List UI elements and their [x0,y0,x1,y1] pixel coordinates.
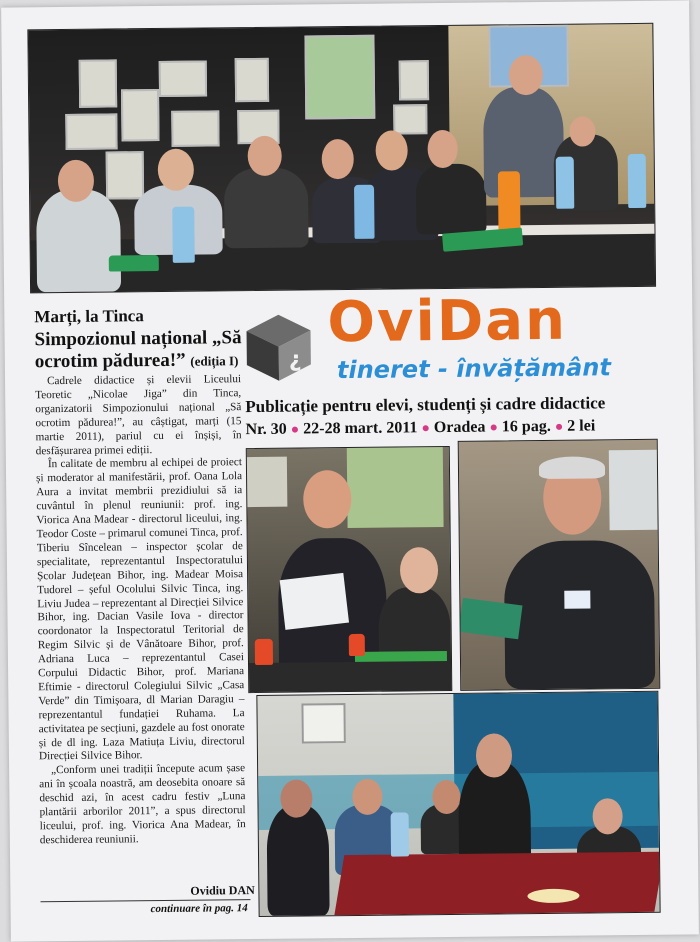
ovidan-logo-icon [242,310,315,383]
headline-edition: (ediția I) [190,353,239,369]
publication-tagline: Publicație pentru elevi, studenți și cadre didactice [245,393,606,417]
article-headline [34,327,246,374]
article-body [35,373,246,848]
photo-speaker-woman [246,446,453,693]
issue-city: Oradea [433,418,486,437]
issue-price: 2 lei [567,417,596,435]
article-author: Ovidiu DAN [190,883,255,898]
photo-speaker-man [458,439,661,691]
photo-group-hall [256,691,660,917]
issue-number: Nr. 30 [245,420,287,439]
issue-pages: 16 pag. [501,417,551,436]
issue-info: Nr. 30 ● 22-28 mart. 2011 ● Oradea ● 16 pag. ● 2 lei [245,417,596,439]
logo-subtitle: tineret - învățământ [336,353,611,385]
article-kicker: Marți, la Tinca [34,306,144,327]
photo-conference-table [27,23,656,294]
continuation-note: continuare în pag. 14 [150,902,248,916]
newspaper-page [1,0,699,941]
logo-title: OviDan [327,287,568,356]
issue-dates: 22-28 mart. 2011 [303,419,418,438]
article-paragraph: Cadrele didactice și elevii Liceului Teoretic „Nicolae Jiga” din Tinca, organizatorii Simpozionului național „Să ocrotim pădurea!”, au câștigat, marți (15 martie 2011), pariul cu ei înșiși, în desfășurarea primei ediții. [35,373,242,457]
article-paragraph: În calitate de membru al echipei de proiect și moderator al manifestării, prof. Oana Lola Aura a invitat membrii prezidiului să ia cuvântul în plenul reuniunii: prof. ing. Viorica Ana Madear - directorul liceului, ing. Teodor Coste – primarul comunei Tinca, prof. Tiberiu Sîncelean – inspector școlar de specialitate, reprezentantul Inspectoratului Școlar Județean Bihor, ing. Madear Moisa Tudorel – șeful Ocolului Silvic Tinca, ing. Liviu Judea – reprezentant al Direcției Silvice Bihor, ing. Dacian Vasile Iova - director coordonator la Inspectoratul Teritorial de Regim Silvic și de Vânătoare Bihor, prof. Adriana Luca – reprezentantul Casei Corpului Didactic Bihor, prof. Mariana Eftimie - directorul Colegiului Silvic „Casa Verde” din Timișoara, dl Marian Daragiu – reprezentantul fundației Ruhama. La activitatea pe secțiuni, gazdele au fost onorate și de dl ing. Laza Matiuța Liviu, directorul Direcției Silvice Bihor. [35,456,245,763]
headline-text: Simpozionul național „Să ocrotim pădurea!” [34,327,242,373]
article-paragraph: „Conform unei tradiții începute acum șase ani în școala noastră, am deosebita onoare să deschid azi, în acest cadru festiv „Luna plantării arborilor 2011”, a spus directorul liceului, prof. ing. Viorica Ana Madear, în deschiderea reuniunii. [39,762,246,847]
svg-text:¿: ¿ [288,347,302,373]
